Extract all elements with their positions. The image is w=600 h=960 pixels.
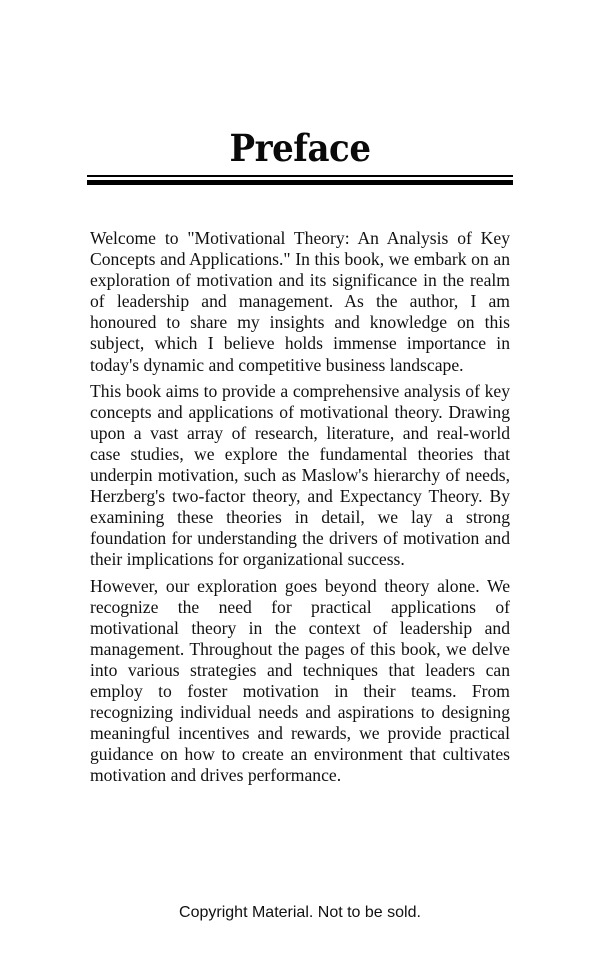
paragraph-3: However, our exploration goes beyond theory alone. We recognize the need for practical applications of motivational theory in the context of leadership and management. Throughout the pages of this book, we delve into various strategies and techniques that leaders can employ to foster motivation in their teams. From recognizing individual needs and aspirations to designing meaningful incentives and rewards, we provide practical guidance on how to create an environment that cultivates motivation and drives performance. bbox=[90, 575, 510, 786]
preface-body bbox=[90, 228, 510, 791]
page-title: Preface bbox=[229, 126, 371, 170]
copyright-footer: Copyright Material. Not to be sold. bbox=[179, 904, 421, 921]
paragraph-2: This book aims to provide a comprehensive analysis of key concepts and applications of motivational theory. Drawing upon a vast array of research, literature, and real-world case studies, we explore the fundamental theories that underpin motivation, such as Maslow's hierarchy of needs, Herzberg's two-factor theory, and Expectancy Theory. By examining these theories in detail, we lay a strong foundation for understanding the drivers of motivation and their implications for organizational success. bbox=[90, 380, 510, 570]
title-rule-thin bbox=[87, 175, 513, 177]
paragraph-1: Welcome to "Motivational Theory: An Analysis of Key Concepts and Applications." In this book, we embark on an exploration of motivation and its significance in the realm of leadership and management. As the author, I am honoured to share my insights and knowledge on this subject, which I believe holds immense importance in today's dynamic and competitive business landscape. bbox=[90, 228, 510, 375]
title-rule-thick bbox=[87, 180, 513, 185]
